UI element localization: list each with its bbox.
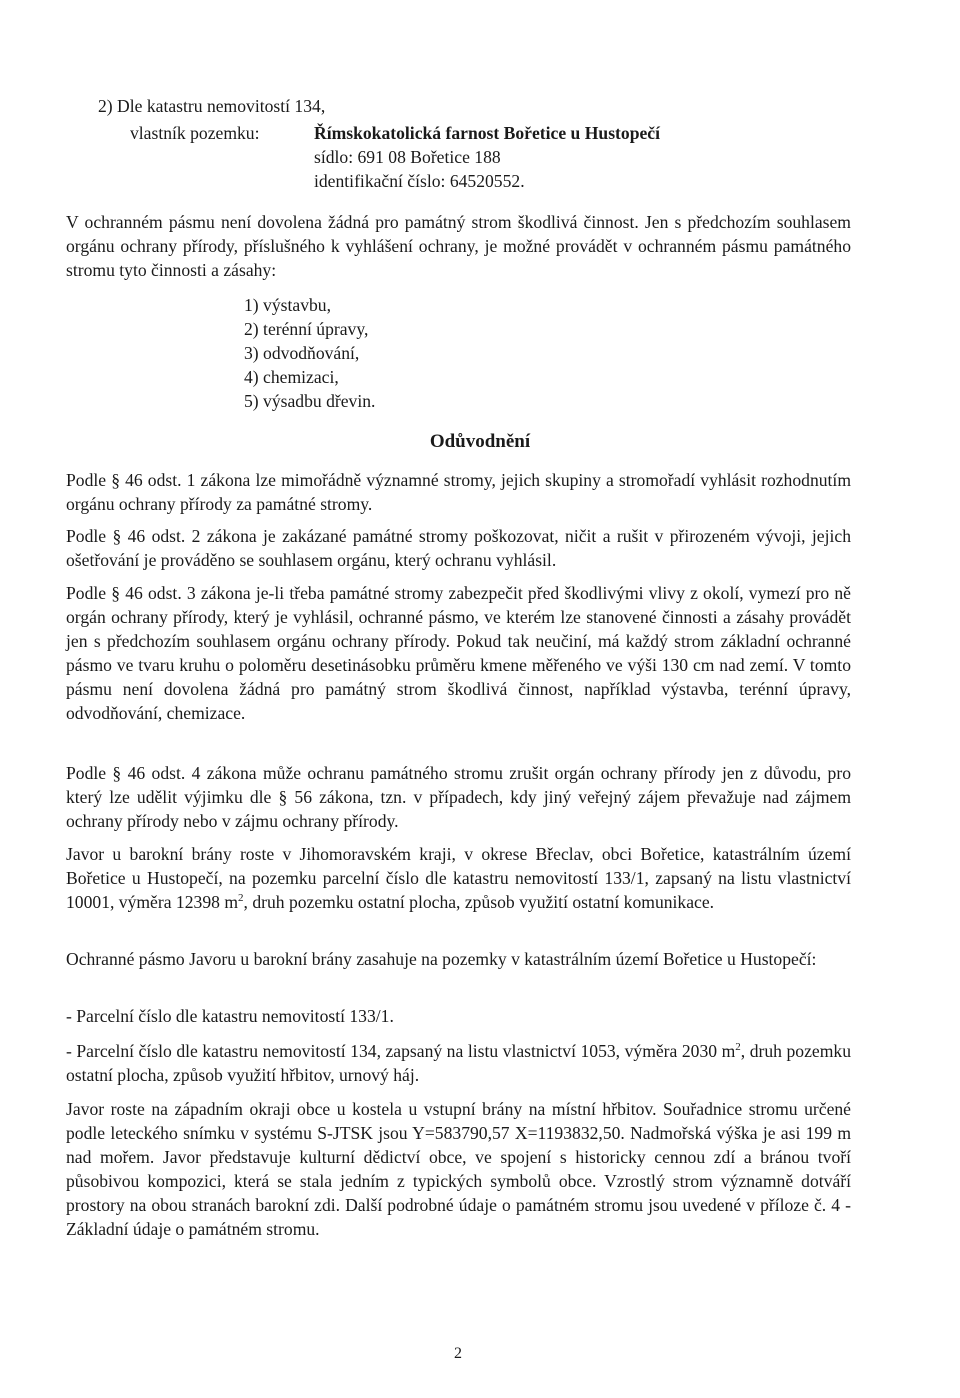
owner-id: identifikační číslo: 64520552. bbox=[314, 171, 525, 191]
parcel-item-2-text: - Parcelní číslo dle katastru nemovitostí 134, zapsaný na listu vlastnictví 1053, výměra 2030 m bbox=[66, 1041, 736, 1061]
parcel-item-1: - Parcelní číslo dle katastru nemovitostí 133/1. bbox=[66, 1006, 394, 1026]
paragraph-46-3: Podle § 46 odst. 3 zákona je-li třeba památné stromy zabezpečit před škodlivými vlivy z okolí, vymezí pro ně orgán ochrany přírody, který je vyhlásil, ochranné pásmo, ve kterém lze stanovené činnosti a zásahy provádět jen s předchozím souhlasem orgánu ochrany přírody. Pokud tak neučiní, má každý strom základní ochranné pásmo ve tvaru kruhu o poloměru desetinásobku průměru kmene měřeného ve výši 130 cm nad zemí. V tomto pásmu není dovolena žádná pro památný strom škodlivá činnost, například výstavba, terénní úpravy, odvodňování, chemizace. bbox=[66, 583, 851, 723]
paragraph-tree-description: Javor roste na západním okraji obce u kostela u vstupní brány na místní hřbitov. Souřadnice stromu určené podle leteckého snímku v systému S-JTSK jsou Y=583790,57 X=1193832,50. Nadmořská výška je asi 199 m nad mořem. Javor představuje kulturní dědictví obce, ve spojení s historicky cennou zdí a bránou tvoří působivou kompozici, která se stala jedním z typických symbolů obce. Vzrostlý strom významně dotváří prostory na obou stranách barokní zdi. Další podrobné údaje o památném stromu jsou uvedené v příloze č. 4 - Základní údaje o památném stromu. bbox=[66, 1099, 851, 1239]
list-item: 5) výsadbu dřevin. bbox=[244, 391, 376, 411]
list-item: 4) chemizaci, bbox=[244, 367, 339, 387]
superscript: 2 bbox=[238, 892, 244, 905]
list-item: 2) terénní úpravy, bbox=[244, 319, 369, 339]
list-item: 3) odvodňování, bbox=[244, 343, 360, 363]
parcel-item-2-text-end: , druh pozemku ostatní plocha, způsob využití hřbitov, urnový háj. bbox=[66, 1041, 851, 1085]
paragraph-46-4: Podle § 46 odst. 4 zákona může ochranu památného stromu zrušit orgán ochrany přírody jen z důvodu, pro který lze udělit výjimku dle § 56 zákona, tzn. v případech, kdy jiný veřejný zájem převažuje nad zájmem ochrany přírody nebo v zájmu ochrany přírody. bbox=[66, 763, 851, 831]
section-heading: 2) Dle katastru nemovitostí 134, bbox=[98, 96, 326, 116]
page-number: 2 bbox=[454, 1345, 462, 1362]
owner-name: Římskokatolická farnost Bořetice u Hustopečí bbox=[314, 123, 660, 143]
paragraph-location bbox=[66, 842, 851, 914]
paragraph-46-1: Podle § 46 odst. 1 zákona lze mimořádně významné stromy, jejich skupiny a stromořadí vyhlásit rozhodnutím orgánu ochrany přírody za památné stromy. bbox=[66, 470, 851, 514]
paragraph-protection-zone: Ochranné pásmo Javoru u barokní brány zasahuje na pozemky v katastrálním území Bořetice u Hustopečí: bbox=[66, 949, 817, 969]
paragraph-46-2: Podle § 46 odst. 2 zákona je zakázané památné stromy poškozovat, ničit a rušit v přirozeném vývoji, jejich ošetřování je prováděno se souhlasem orgánu, který ochranu vyhlásil. bbox=[66, 526, 851, 570]
protection-paragraph: V ochranném pásmu není dovolena žádná pro památný strom škodlivá činnost. Jen s předchozím souhlasem orgánu ochrany přírody, příslušného k vyhlášení ochrany, je možné provádět v ochranném pásmu památného stromu tyto činnosti a zásahy: bbox=[66, 212, 851, 280]
owner-label: vlastník pozemku: bbox=[130, 123, 260, 143]
paragraph-location-text: Javor u barokní brány roste v Jihomoravském kraji, v okrese Břeclav, obci Bořetice, katastrálním území Bořetice u Hustopečí, na pozemku parcelní číslo dle katastru nemovitostí 133/1, zapsaný na listu vlastnictví 10001, výměra 12398 m bbox=[66, 844, 851, 912]
justification-title: Odůvodnění bbox=[429, 431, 531, 452]
list-item: 1) výstavbu, bbox=[244, 295, 331, 315]
parcel-item-2 bbox=[66, 1039, 851, 1087]
owner-seat: sídlo: 691 08 Bořetice 188 bbox=[314, 147, 501, 167]
paragraph-location-text-end: , druh pozemku ostatní plocha, způsob využití ostatní komunikace. bbox=[243, 892, 715, 912]
superscript: 2 bbox=[735, 1041, 741, 1054]
owner-details bbox=[314, 121, 660, 193]
activities-list bbox=[244, 293, 375, 413]
